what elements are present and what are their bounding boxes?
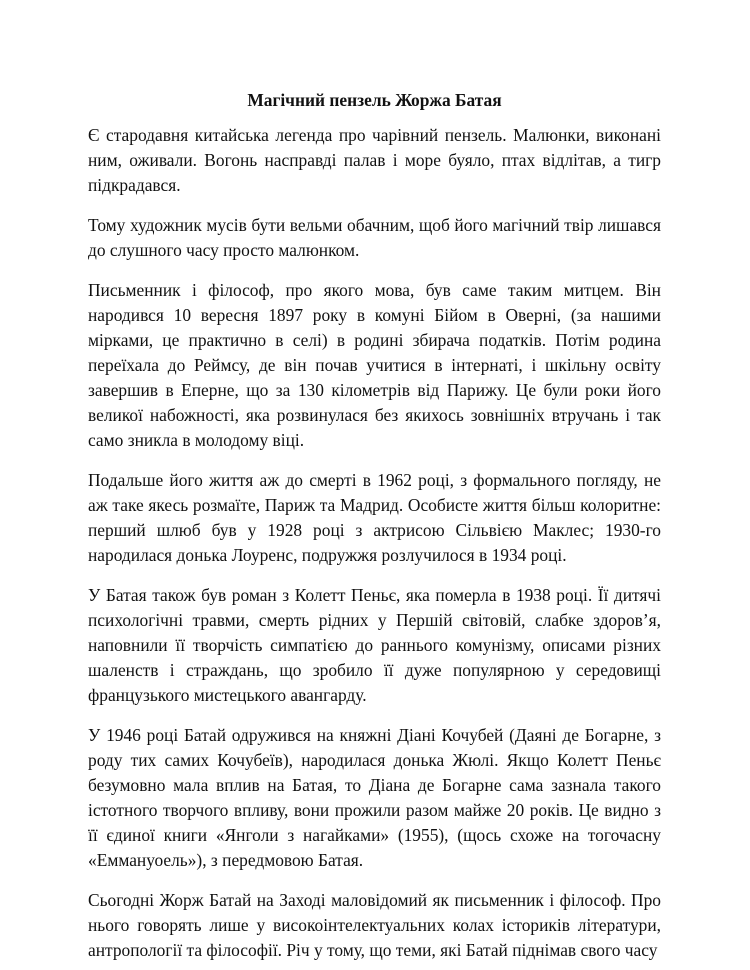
paragraph-artist-caution: Тому художник мусів бути вельми обачним, щоб його магічний твір лишався до слушного часу просто малюнком.	[88, 215, 661, 260]
paragraph-later-life: Подальше його життя аж до смерті в 1962 році, з формального погляду, не аж таке якесь розмаїте, Париж та Мадрид. Особисте життя більш колоритне: перший шлюб був у 1928 році з актрисою Сільвією Маклес; 1930-го народилася донька Лоуренс, подружжя розлучилося в 1934 році.	[88, 470, 661, 565]
document-page	[88, 88, 661, 963]
paragraph-biography-early: Письменник і філософ, про якого мова, був саме таким митцем. Він народився 10 вересня 1897 року в комуні Бійом в Оверні, (за нашими мірками, це практично в селі) в родині збирача податків. Потім родина переїхала до Реймсу, де він почав учитися в інтернаті, і шкільну освіту завершив в Еперне, що за 130 кілометрів від Парижу. Це були роки його великої набожності, яка розвинулася без якихось зовнішніх втручань і так само зникла в молодому віці.	[88, 280, 661, 450]
paragraph-today: Сьогодні Жорж Батай на Заході маловідомий як письменник і філософ. Про нього говорять лише у високоінтелектуальних колах істориків літератури, антропології та філософії. Річ у тому, що теми, які Батай піднімав свого часу	[88, 890, 661, 960]
paragraph-diane-kotchoubey: У 1946 році Батай одружився на княжні Діані Кочубей (Даяні де Богарне, з роду тих самих Кочубеїв), народилася донька Жюлі. Якщо Колетт Пеньє безумовно мала вплив на Батая, то Діана де Богарне сама зазнала такого істотного творчого впливу, вони прожили разом майже 20 років. Це видно з її єдиної книги «Янголи з нагайками» (1955), (щось схоже на тогочасну «Еммануоель»), з передмовою Батая.	[88, 725, 661, 870]
document-title: Магічний пензель Жоржа Батая	[247, 90, 502, 110]
paragraph-colette-peignot: У Батая також був роман з Колетт Пеньє, яка померла в 1938 році. Її дитячі психологічні травми, смерть рідних у Першій світовій, слабке здоров’я, наповнили її творчість симпатією до раннього комунізму, описами різних шаленств і страждань, що зробило її дуже популярною у середовищі французького мистецького авангарду.	[88, 585, 661, 705]
paragraph-legend: Є стародавня китайська легенда про чарівний пензель. Малюнки, виконані ним, оживали. Вогонь насправді палав і море буяло, птах відлітав, а тигр підкрадався.	[88, 125, 661, 195]
